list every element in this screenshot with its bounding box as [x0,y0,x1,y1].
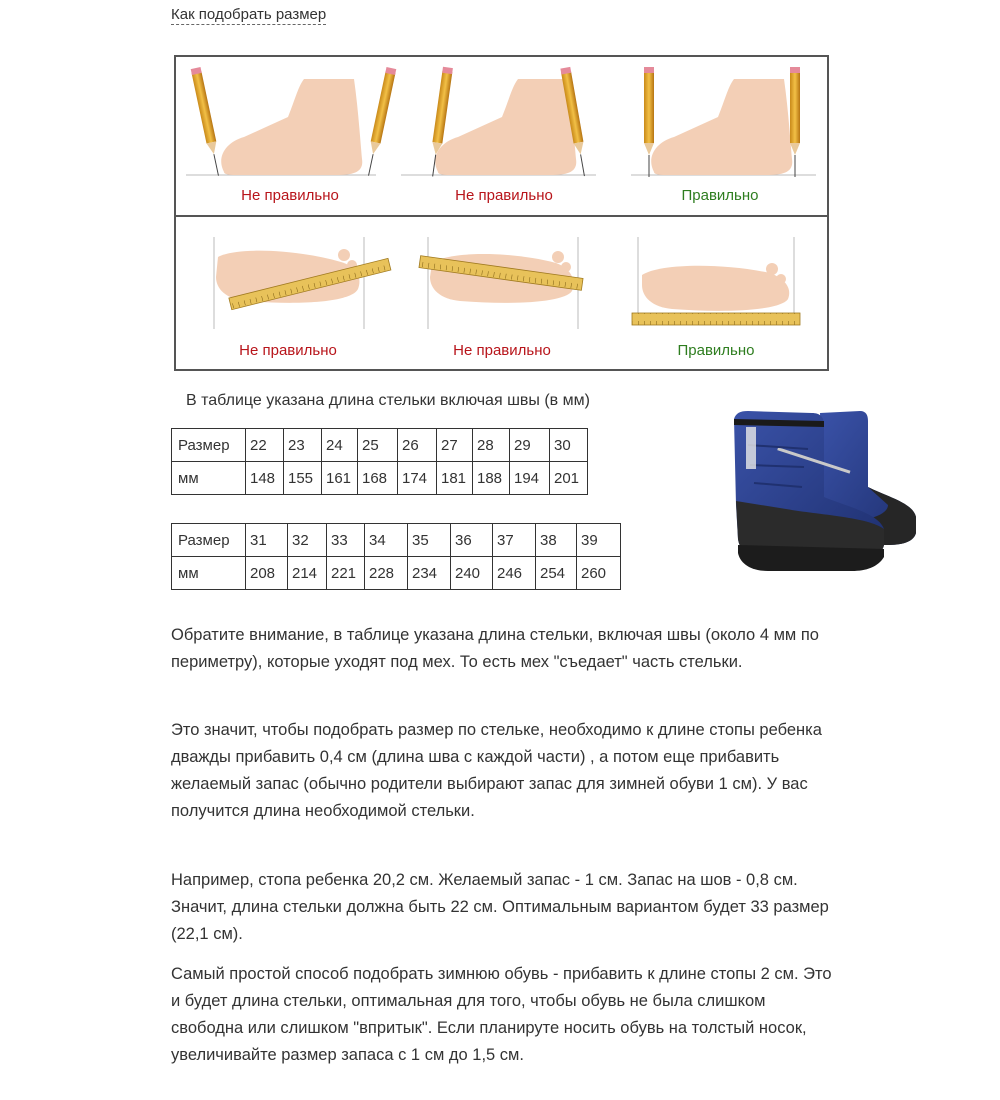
size-cell: 38 [536,524,577,557]
guide-divider [176,215,827,217]
size-cell: 29 [510,429,550,462]
mm-cell: 168 [358,462,398,495]
mm-cell: 214 [288,557,327,590]
guide-caption-row2-3: Правильно [677,342,755,359]
size-cell: 39 [577,524,621,557]
mm-cell: 174 [398,462,437,495]
size-cell: 22 [246,429,284,462]
mm-cell: 234 [408,557,451,590]
foot-side-wrong-2 [401,67,596,177]
size-cell: 30 [550,429,588,462]
foot-side-right [631,67,816,177]
paragraph: Это значит, чтобы подобрать размер по стельке, необходимо к длине стопы ребенка дважды прибавить 0,4 см (длина шва с каждой части) , а потом еще прибавить желаемый запас (обычно родители выбирают запас для зимней обуви 1 см). У вас получится длина необходимой стельки. [171,721,822,820]
row-label: Размер [172,524,246,557]
size-cell: 31 [246,524,288,557]
paragraph: Например, стопа ребенка 20,2 см. Желаемый запас - 1 см. Запас на шов - 0,8 см. Значит, длина стельки должна быть 22 см. Оптимальным вариантом будет 33 размер (22,1 см). [171,871,829,943]
ruler-icon [632,313,800,325]
pencil-icon [191,67,224,177]
size-cell: 33 [327,524,365,557]
size-cell: 32 [288,524,327,557]
table-row-sizes [172,524,621,557]
size-cell: 27 [437,429,473,462]
table-note: В таблице указана длина стельки включая швы (в мм) [186,392,590,409]
mm-cell: 201 [550,462,588,495]
measuring-guide-illustration [174,55,829,371]
guide-caption-row2-2: Не правильно [453,342,551,359]
mm-cell: 208 [246,557,288,590]
mm-cell: 148 [246,462,284,495]
foot-side-wrong-1 [186,67,396,177]
paragraph: Самый простой способ подобрать зимнюю обувь - прибавить к длине стопы 2 см. Это и будет длина стельки, оптимальная для того, чтобы обувь не была слишком свободна или слишком "впритык". Если планируте носить обувь на толстый носок, увеличивайте размер запаса с 1 см до 1,5 см. [171,965,832,1064]
row-label: мм [172,462,246,495]
winter-boot-icon [728,405,923,577]
size-cell: 36 [451,524,493,557]
table-row-sizes [172,429,588,462]
size-cell: 34 [365,524,408,557]
mm-cell: 254 [536,557,577,590]
mm-cell: 260 [577,557,621,590]
size-cell: 25 [358,429,398,462]
mm-cell: 246 [493,557,536,590]
size-cell: 37 [493,524,536,557]
paragraph: Обратите внимание, в таблице указана длина стельки, включая швы (около 4 мм по периметру), которые уходят под мех. То есть мех "съедает" часть стельки. [171,626,819,671]
mm-cell: 194 [510,462,550,495]
size-cell: 26 [398,429,437,462]
mm-cell: 221 [327,557,365,590]
size-table [171,428,588,495]
size-cell: 24 [322,429,358,462]
size-cell: 23 [284,429,322,462]
mm-cell: 161 [322,462,358,495]
foot-top-wrong-2 [419,237,583,329]
row-label: мм [172,557,246,590]
mm-cell: 240 [451,557,493,590]
guide-caption-row1-2: Не правильно [455,187,553,204]
row-label: Размер [172,429,246,462]
mm-cell: 181 [437,462,473,495]
size-cell: 28 [473,429,510,462]
guide-caption-row1-3: Правильно [681,187,759,204]
guide-caption-row1-1: Не правильно [241,187,339,204]
mm-cell: 188 [473,462,510,495]
size-cell: 35 [408,524,451,557]
size-guide-link[interactable]: Как подобрать размер [171,6,327,23]
guide-caption-row2-1: Не правильно [239,342,337,359]
mm-cell: 155 [284,462,322,495]
measuring-guide-graphic [176,57,827,369]
foot-top-wrong-1 [214,237,391,329]
size-table [171,523,621,590]
pencil-icon [364,67,397,177]
mm-cell: 228 [365,557,408,590]
table-row-mm [172,557,621,590]
table-row-mm [172,462,588,495]
foot-top-right [632,237,800,325]
